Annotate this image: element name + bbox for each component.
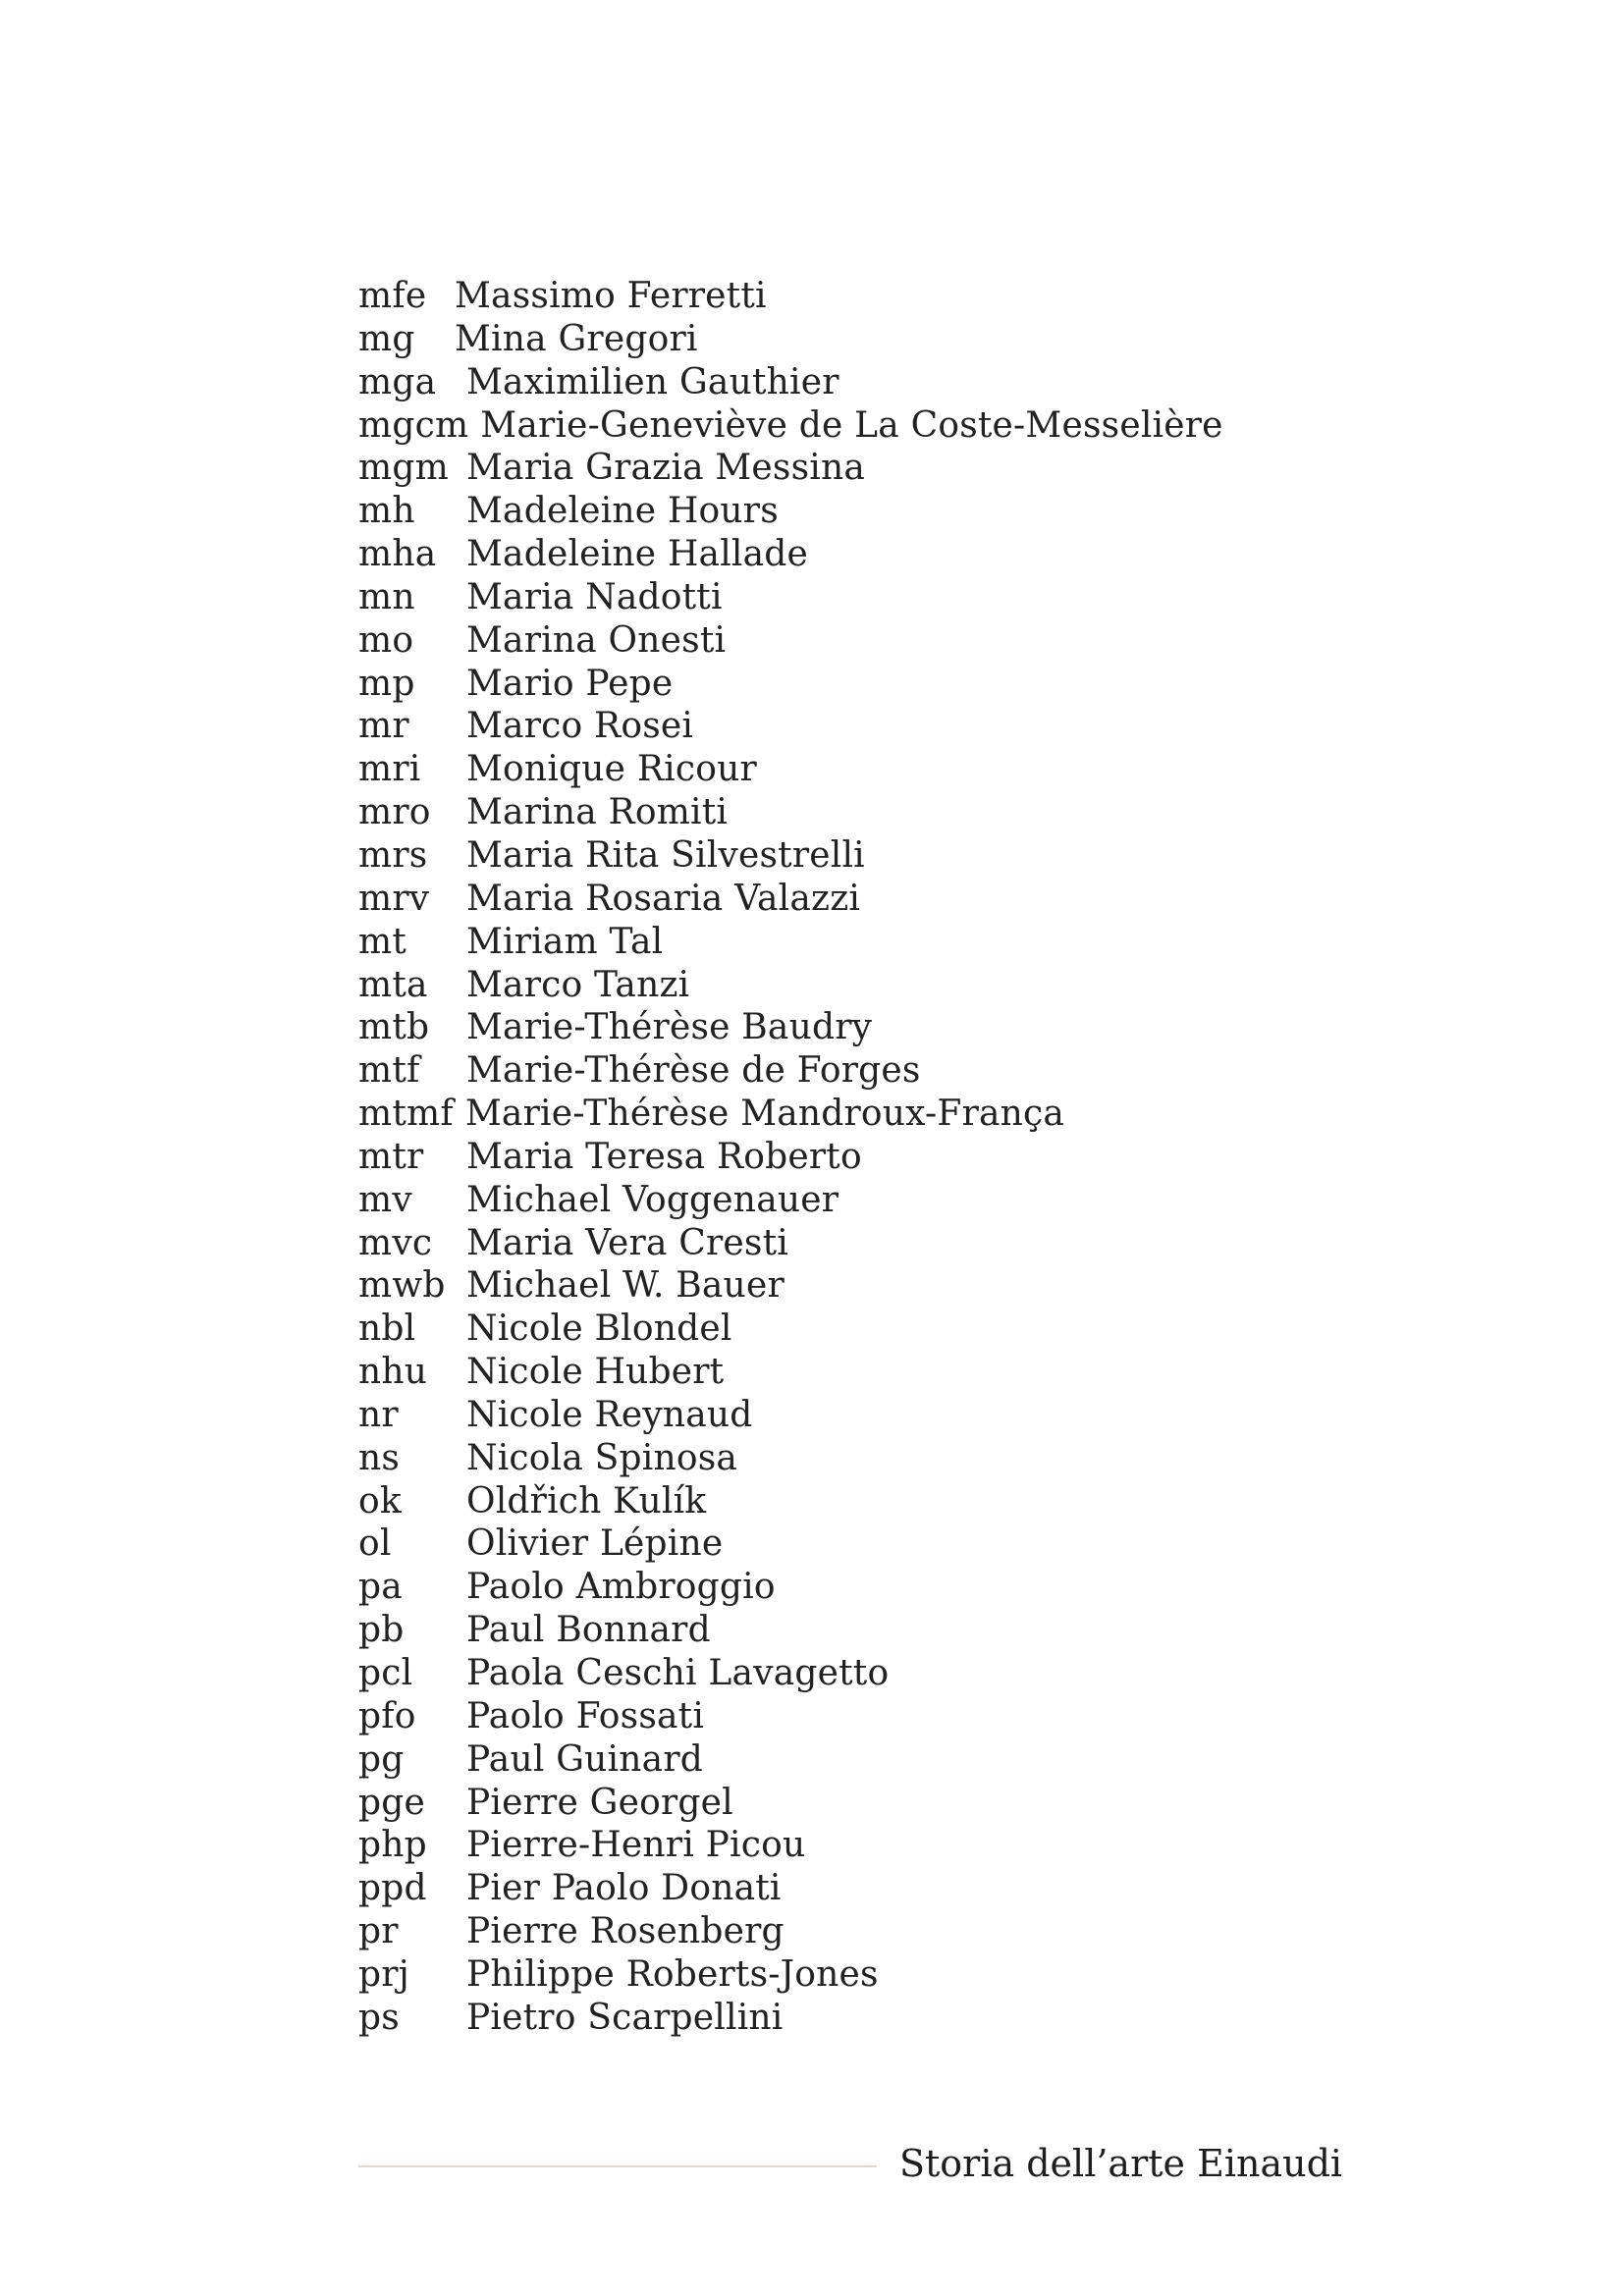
entry-abbreviation: mh [358, 491, 415, 532]
list-item [358, 1006, 1340, 1049]
list-item [358, 447, 1340, 490]
list-item [358, 1437, 1340, 1480]
entry-name: Pierre Georgel [466, 1782, 733, 1823]
entry-abbreviation: mgm [358, 448, 449, 489]
list-item [358, 1910, 1340, 1953]
entry-name: Paul Guinard [466, 1738, 703, 1780]
entry-abbreviation: nr [358, 1394, 399, 1435]
entry-abbreviation: ol [358, 1523, 392, 1565]
entry-name: Philippe Roberts-Jones [466, 1953, 879, 1995]
list-item [358, 663, 1340, 706]
entry-abbreviation: mtmf [358, 1094, 454, 1135]
list-item [358, 1738, 1340, 1782]
entry-name: Paola Ceschi Lavagetto [466, 1653, 890, 1693]
entry-name: Mina Gregori [455, 318, 698, 359]
list-item [358, 1867, 1340, 1910]
entry-name: Maria Rosaria Valazzi [466, 878, 861, 919]
entry-name: Maria Vera Cresti [466, 1222, 788, 1263]
entry-name: Marie-Thérèse de Forges [466, 1050, 921, 1092]
entry-name: Nicole Blondel [466, 1308, 732, 1350]
list-item [358, 1953, 1340, 1997]
entry-name: Marie-Thérèse Mandroux-França [464, 1094, 1065, 1135]
entry-abbreviation: mvc [358, 1222, 433, 1263]
entry-abbreviation: mr [358, 706, 409, 747]
list-item [358, 1308, 1340, 1351]
list-item [358, 878, 1340, 921]
list-item [358, 404, 1340, 448]
list-item [358, 1782, 1340, 1825]
entry-abbreviation: pg [358, 1738, 405, 1780]
entry-name: Marie-Thérèse Baudry [466, 1007, 873, 1048]
entry-abbreviation: mn [358, 576, 415, 617]
entry-abbreviation: ppd [358, 1868, 427, 1909]
entry-name: Nicola Spinosa [466, 1437, 738, 1478]
entry-abbreviation: mfe [358, 276, 427, 316]
entry-abbreviation: pcl [358, 1653, 413, 1693]
list-item [358, 964, 1340, 1007]
list-item [358, 318, 1340, 361]
contributor-list [358, 275, 1340, 2040]
entry-name: Mario Pepe [466, 663, 674, 704]
entry-abbreviation: mp [358, 663, 415, 704]
entry-name: Paolo Fossati [466, 1695, 705, 1736]
entry-abbreviation: mg [358, 318, 415, 359]
list-item [358, 921, 1340, 964]
entry-name: Paul Bonnard [466, 1610, 711, 1651]
entry-abbreviation: nbl [358, 1308, 416, 1350]
list-item [358, 275, 1340, 318]
entry-name: Massimo Ferretti [455, 276, 767, 316]
entry-abbreviation: pb [358, 1610, 405, 1651]
list-item [358, 834, 1340, 878]
entry-name: Pietro Scarpellini [466, 1997, 784, 2038]
entry-abbreviation: mro [358, 792, 431, 833]
entry-name: Marina Onesti [466, 619, 727, 661]
footer-title: Storia dell’arte Einaudi [899, 2142, 1343, 2185]
entry-abbreviation: prj [358, 1953, 410, 1995]
list-item [358, 1997, 1340, 2040]
entry-abbreviation: mgcm [358, 404, 469, 446]
list-item [358, 490, 1340, 533]
list-item [358, 1093, 1340, 1136]
entry-name: Pier Paolo Donati [466, 1868, 782, 1909]
list-item [358, 1351, 1340, 1394]
entry-name: Marina Romiti [466, 792, 729, 833]
list-item [358, 361, 1340, 404]
entry-abbreviation: mri [358, 749, 421, 790]
entry-abbreviation: mtr [358, 1136, 424, 1177]
entry-name: Paolo Ambroggio [466, 1567, 776, 1608]
list-item [358, 1136, 1340, 1179]
entry-abbreviation: mrs [358, 834, 428, 876]
entry-abbreviation: mtf [358, 1050, 420, 1092]
entry-abbreviation: pfo [358, 1695, 416, 1736]
list-item [358, 1264, 1340, 1308]
list-item [358, 1480, 1340, 1523]
entry-name: Marco Rosei [466, 706, 694, 747]
list-item [358, 576, 1340, 619]
entry-abbreviation: mo [358, 619, 414, 661]
list-item [358, 705, 1340, 748]
entry-name: Maria Nadotti [466, 576, 723, 617]
entry-abbreviation: mrv [358, 878, 430, 919]
list-item [358, 533, 1340, 576]
list-item [358, 1522, 1340, 1566]
entry-abbreviation: mtb [358, 1007, 430, 1048]
entry-name: Madeleine Hours [466, 491, 779, 532]
entry-name: Marco Tanzi [466, 964, 690, 1005]
footer-divider [358, 2165, 877, 2167]
entry-abbreviation: pa [358, 1567, 403, 1608]
entry-abbreviation: pge [358, 1782, 425, 1823]
entry-name: Michael W. Bauer [466, 1265, 784, 1307]
list-item [358, 1652, 1340, 1695]
entry-name: Pierre Rosenberg [466, 1911, 784, 1952]
entry-name: Maximilien Gauthier [466, 361, 839, 402]
entry-name: Maria Rita Silvestrelli [466, 834, 865, 876]
entry-abbreviation: ns [358, 1437, 401, 1478]
entry-name: Michael Voggenauer [466, 1179, 839, 1220]
entry-abbreviation: mwb [358, 1265, 446, 1307]
entry-name: Pierre-Henri Picou [466, 1825, 806, 1866]
list-item [358, 1394, 1340, 1437]
list-item [358, 1695, 1340, 1738]
list-item [358, 1824, 1340, 1867]
entry-name: Marie-Geneviève de La Coste-Messelière [480, 404, 1223, 446]
entry-abbreviation: mta [358, 964, 428, 1005]
entry-abbreviation: mv [358, 1179, 412, 1220]
entry-abbreviation: pr [358, 1911, 399, 1952]
list-item [358, 1179, 1340, 1222]
list-item [358, 619, 1340, 663]
entry-abbreviation: mt [358, 921, 407, 962]
list-item [358, 1049, 1340, 1093]
entry-name: Nicole Hubert [466, 1352, 725, 1393]
entry-abbreviation: nhu [358, 1352, 428, 1393]
entry-name: Maria Grazia Messina [466, 448, 866, 489]
entry-name: Nicole Reynaud [466, 1394, 753, 1435]
entry-name: Olivier Lépine [466, 1523, 724, 1565]
list-item [358, 1609, 1340, 1652]
entry-abbreviation: ps [358, 1997, 400, 2038]
list-item [358, 1566, 1340, 1609]
list-item [358, 1222, 1340, 1265]
entry-name: Madeleine Hallade [466, 534, 809, 575]
entry-name: Monique Ricour [466, 749, 757, 790]
entry-abbreviation: php [358, 1825, 427, 1866]
list-item [358, 791, 1340, 834]
entry-name: Miriam Tal [466, 921, 664, 962]
entry-abbreviation: ok [358, 1480, 402, 1522]
list-item [358, 748, 1340, 791]
entry-name: Oldřich Kulík [466, 1480, 707, 1522]
entry-abbreviation: mha [358, 534, 437, 575]
entry-abbreviation: mga [358, 361, 437, 402]
entry-name: Maria Teresa Roberto [466, 1136, 862, 1177]
